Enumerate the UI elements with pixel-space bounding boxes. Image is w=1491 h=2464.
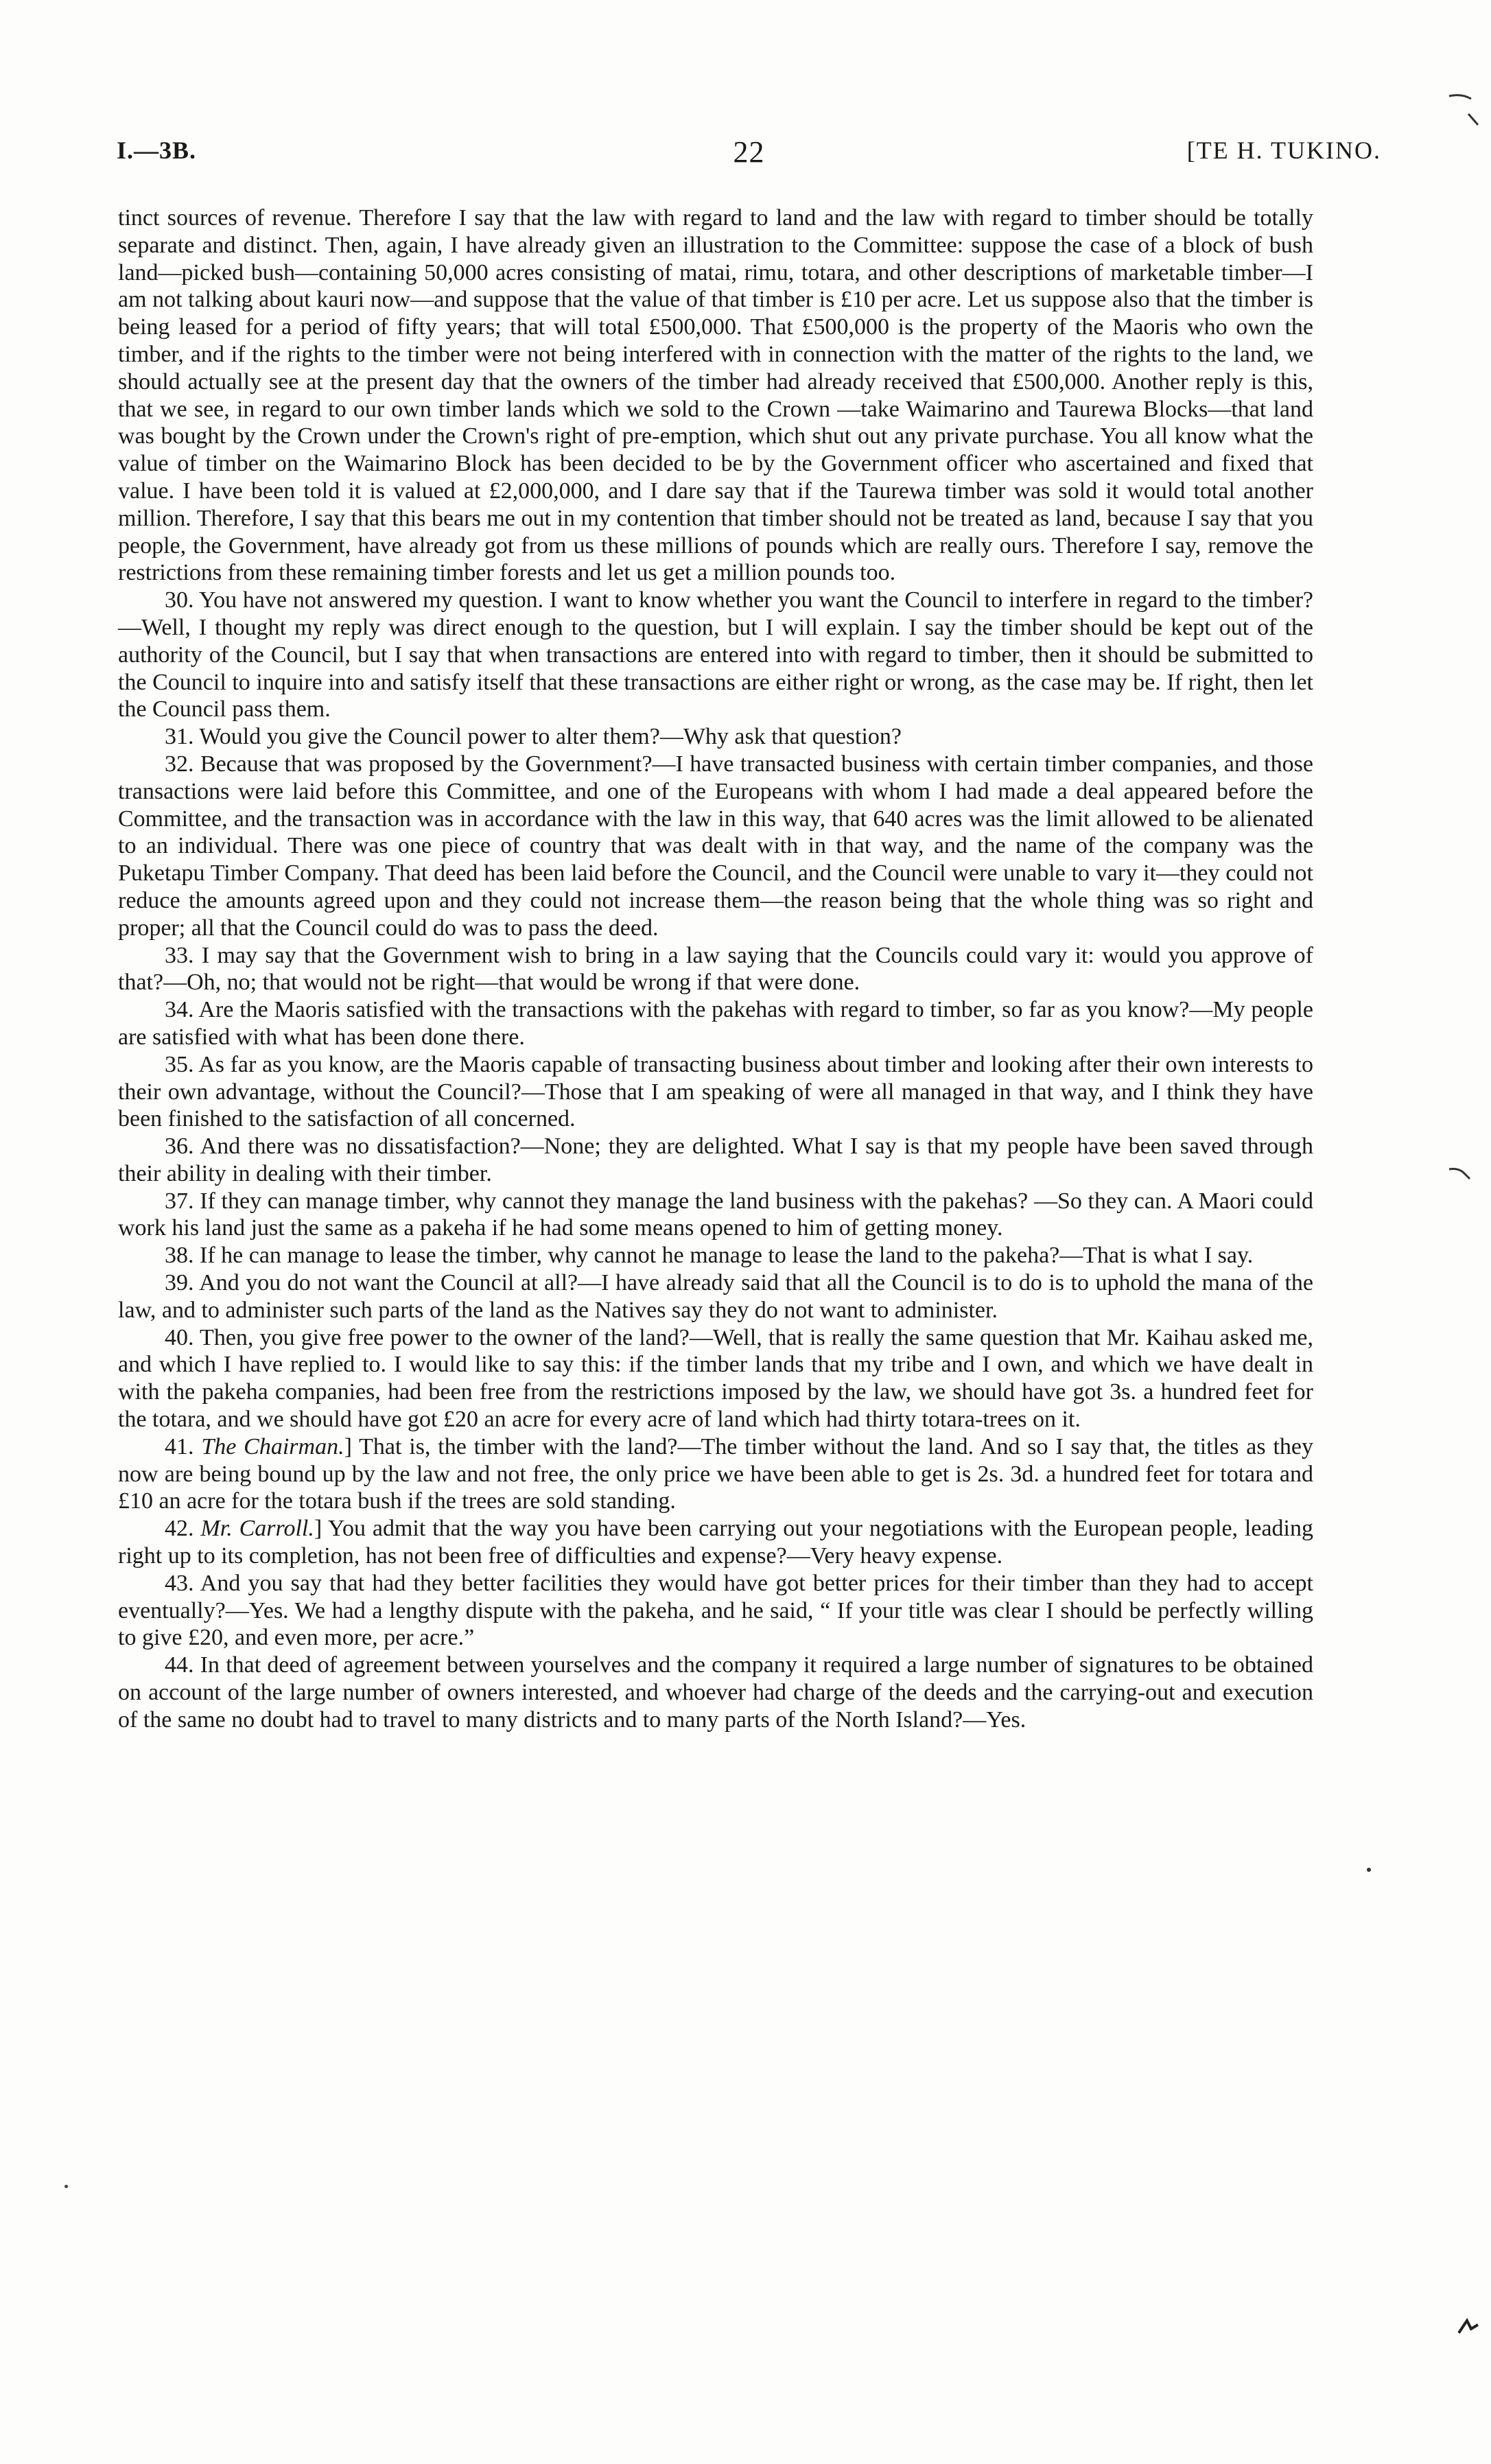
question-36: 36. And there was no dissatisfaction?—None; they are delighted. What I say is that my people have been saved through their ability in dealing with their timber. xyxy=(118,1134,1313,1186)
question-42 xyxy=(118,1515,1313,1570)
question-43: 43. And you say that had they better facilities they would have got better prices for their timber than they had to accept eventually?—Yes. We had a lengthy dispute with the pakeha, and he said, “ If your title was clear I should be perfectly willing to give £20, and even more, per acre.” xyxy=(118,1570,1313,1651)
question-38: 38. If he can manage to lease the timber, why cannot he manage to lease the land to the pakeha?—That is what I say. xyxy=(165,1243,1254,1269)
speaker-name: The Chairman. xyxy=(201,1433,344,1459)
paragraph-continuation: tinct sources of revenue. Therefore I say that the law with regard to land and the law with regard to timber should be totally separate and distinct. Then, again, I have already given an illustration to the Committee: suppose the case of a block of bush land—picked bush—containing 50,000 acres consisting of matai, rimu, totara, and other descriptions of marketable timber—I am not talking about kauri now—and suppose that the value of that timber is £10 per acre. Let us suppose also that the timber is being leased for a period of fifty years; that will total £500,000. That £500,000 is the property of the Maoris who own the timber, and if the rights to the timber were not being interfered with in connection with the matter of the rights to the land, we should actually see at the present day that the owners of the timber had already received that £500,000. Another reply is this, that we see, in regard to our own timber lands which we sold to the Crown —take Waimarino and Taurewa Blocks—that land was bought by the Crown under the Crown's right of pre-emption, which shut out any private purchase. You all know what the value of timber on the Waimarino Block has been decided to be by the Government officer who ascertained and fixed that value. I have been told it is valued at £2,000,000, and I dare say that if the Taurewa timber was sold it would total another million. Therefore, I say that this bears me out in my contention that timber should not be treated as land, because I say that you people, the Government, have already got from us these millions of pounds which are really ours. Therefore I say, remove the restrictions from these remaining timber forests and let us get a million pounds too. xyxy=(118,205,1313,586)
question-33: 33. I may say that the Government wish to bring in a law saying that the Councils could vary it: would you approve of that?—Oh, no; that would not be right—that would be wrong if that were done. xyxy=(118,942,1313,996)
question-34: 34. Are the Maoris satisfied with the transactions with the pakehas with regard to timber, so far as you know?—My people are satisfied with what has been done there. xyxy=(118,997,1313,1050)
margin-dot xyxy=(1367,1868,1371,1872)
running-header xyxy=(117,136,1381,177)
margin-scan-mark xyxy=(1448,1165,1475,1186)
margin-dot xyxy=(64,2185,68,2188)
question-35: 35. As far as you know, are the Maoris capable of transacting business about timber and looking after their own interests to their own advantage, without the Council?—Those that I am speaking of were all managed in that way, and I think they have been finished to the satisfaction of all concerned. xyxy=(118,1051,1313,1132)
speaker-name: Mr. Carroll. xyxy=(200,1516,314,1542)
question-41 xyxy=(118,1433,1313,1515)
question-31: 31. Would you give the Council power to alter them?—Why ask that question? xyxy=(165,724,902,750)
page-number: 22 xyxy=(733,135,765,169)
margin-scan-mark xyxy=(1448,89,1482,130)
question-text: ] That is, the timber with the land?—The timber without the land. And so I say that, the titles as they now are being bound up by the law and not free, the only price we have been able to get is 2s. 3d. a hundred feet for totara and £10 an acre for the totara bush if the trees are sold standing. xyxy=(118,1433,1313,1514)
question-text: ] You admit that the way you have been carrying out your negotiations with the European people, leading right up to its completion, has not been free of difficulties and expense?—Very heavy expense. xyxy=(118,1516,1314,1569)
question-37: 37. If they can manage timber, why cannot they manage the land business with the pakehas? —So they can. A Maori could work his land just the same as a pakeha if he had some means opened to him of getting money. xyxy=(118,1188,1313,1241)
question-number: 41. xyxy=(165,1433,194,1459)
report-reference: I.—3B. xyxy=(117,137,197,164)
question-32: 32. Because that was proposed by the Government?—I have transacted business with certain timber companies, and those transactions were laid before this Committee, and one of the Europeans with whom I had made a deal appeared before the Committee, and the transaction was in accordance with the law in this way, that 640 acres was the limit allowed to be alienated to an individual. There was one piece of country that was dealt with in that way, and the name of the company was the Puketapu Timber Company. That deed has been laid before the Council, and the Council were unable to vary it—they could not reduce the amounts agreed upon and they could not increase them—the reason being that the whole thing was so right and proper; all that the Council could do was to pass the deed. xyxy=(118,751,1313,941)
question-44: 44. In that deed of agreement between yourselves and the company it required a large number of signatures to be obtained on account of the large number of owners interested, and whoever had charge of the deeds and the carrying-out and execution of the same no doubt had to travel to many districts and to many parts of the North Island?—Yes. xyxy=(118,1652,1313,1733)
question-39: 39. And you do not want the Council at all?—I have already said that all the Council is to do is to uphold the mana of the law, and to administer such parts of the land as the Natives say they do not want to administer. xyxy=(118,1270,1313,1323)
question-30: 30. You have not answered my question. I want to know whether you want the Council to interfere in regard to the timber?—Well, I thought my reply was direct enough to the question, but I will explain. I say the timber should be kept out of the authority of the Council, but I say that when transactions are entered into with regard to timber, then it should be submitted to the Council to inquire into and satisfy itself that these transactions are either right or wrong, as the case may be. If right, then let the Council pass them. xyxy=(118,587,1313,723)
witness-name: [TE H. TUKINO. xyxy=(1186,137,1381,164)
question-40: 40. Then, you give free power to the owner of the land?—Well, that is really the same question that Mr. Kaihau asked me, and which I have replied to. I would like to say this: if the timber lands that my tribe and I own, and which we have dealt in with the pakeha companies, had been free from the restrictions imposed by the law, we should have got 3s. a hundred feet for the totara, and we should have got £20 an acre for every acre of land which had thirty totara-trees on it. xyxy=(118,1324,1313,1433)
margin-scan-mark xyxy=(1455,2312,1482,2340)
question-number: 42. xyxy=(165,1516,194,1542)
body-text xyxy=(118,204,1313,1734)
